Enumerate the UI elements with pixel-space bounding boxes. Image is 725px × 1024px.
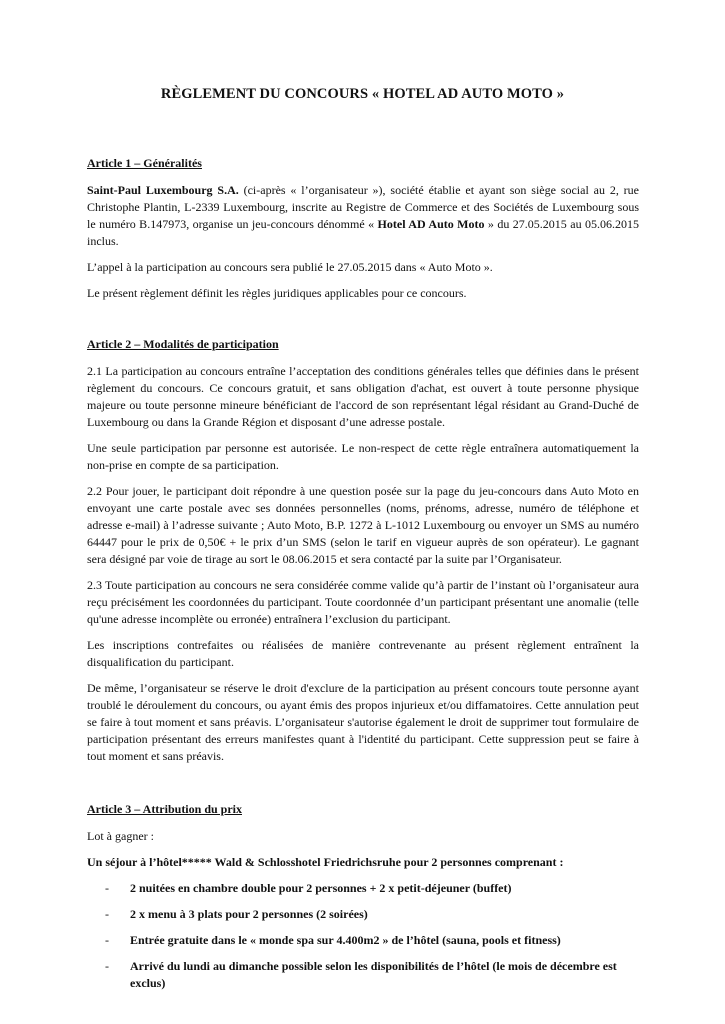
prize-intro: Un séjour à l’hôtel***** Wald & Schlosshotel Friedrichsruhe pour 2 personnes comprenant : xyxy=(87,855,564,869)
article-1-heading: Article 1 – Généralités xyxy=(87,156,202,170)
article-2-paragraph-1: 2.1 La participation au concours entraîne l’acceptation des conditions générales telles que définies dans le présent règlement du concours. Ce concours gratuit, et sans obligation d'achat, est ouvert à toute personne physique majeure ou toute personne mineure bénéficiant de l'accord de son représentant légal résidant au Grand-Duché de Luxembourg ou dans la Grande Région et disposant d’une adresse postale. xyxy=(87,364,639,429)
list-item: - 2 nuitées en chambre double pour 2 personnes + 2 x petit-déjeuner (buffet) xyxy=(105,881,512,895)
article-1-text-b: » du 27.05.2015 au 05.06.2015 inclus. xyxy=(87,217,639,248)
article-2-heading: Article 2 – Modalités de participation xyxy=(87,337,279,351)
article-2-paragraph-4: 2.3 Toute participation au concours ne sera considérée comme valide qu’à partir de l’instant où l’organisateur aura reçu précisément les coordonnées du participant. Toute coordonnée d’un participant présentant une anomalie (telle qu'une adresse incomplète ou erronée) entraînera l’exclusion du participant. xyxy=(87,578,639,626)
list-item: - Entrée gratuite dans le « monde spa sur 4.400m2 » de l’hôtel (sauna, pools et fitness) xyxy=(105,933,561,947)
contest-name: Hotel AD Auto Moto xyxy=(377,217,485,231)
bullet-dash: - xyxy=(105,907,109,921)
article-2 xyxy=(87,336,639,765)
article-1 xyxy=(87,155,639,302)
article-1-paragraph-3: Le présent règlement définit les règles juridiques applicables pour ce concours. xyxy=(87,286,467,300)
prize-list xyxy=(87,880,639,992)
bullet-dash: - xyxy=(105,933,109,947)
bullet-dash: - xyxy=(105,881,109,895)
bullet-dash: - xyxy=(105,959,109,973)
document-title: RÈGLEMENT DU CONCOURS « HOTEL AD AUTO MOTO » xyxy=(160,86,565,102)
article-2-paragraph-6: De même, l’organisateur se réserve le droit d'exclure de la participation au présent concours toute personne ayant troublé le déroulement du concours, ou ayant émis des propos injurieux et/ou diffamatoires. Cette annulation peut se faire à tout moment et sans préavis. L’organisateur s'autorise également le droit de supprimer tout formulaire de participation présentant des erreurs manifestes quant à l'identité du participant. Cette suppression peut se faire à tout moment et sans préavis. xyxy=(87,681,639,763)
article-3 xyxy=(87,801,639,992)
article-3-heading: Article 3 – Attribution du prix xyxy=(87,802,242,816)
article-2-paragraph-2: Une seule participation par personne est autorisée. Le non-respect de cette règle entraînera automatiquement la non-prise en compte de sa participation. xyxy=(87,441,639,472)
article-2-paragraph-5: Les inscriptions contrefaites ou réalisées de manière contrevenante au présent règlement entraînent la disqualification du participant. xyxy=(87,638,639,669)
article-1-paragraph-1 xyxy=(87,182,639,250)
article-2-paragraph-3: 2.2 Pour jouer, le participant doit répondre à une question posée sur la page du jeu-concours dans Auto Moto en envoyant une carte postale avec ses données personnelles (noms, prénoms, adresse, numéro de téléphone et adresse e-mail) à l’adresse suivante ; Auto Moto, B.P. 1272 à L-1012 Luxembourg ou envoyer un SMS au numéro 64447 pour le prix de 0,50€ + le prix d’un SMS (selon le tarif en vigueur auprès de son opérateur). Le gagnant sera désigné par voie de tirage au sort le 08.06.2015 et sera contacté par la suite par l’Organisateur. xyxy=(87,484,639,566)
organizer-name: Saint-Paul Luxembourg S.A. xyxy=(87,183,239,197)
article-1-paragraph-2: L’appel à la participation au concours sera publié le 27.05.2015 dans « Auto Moto ». xyxy=(87,260,493,274)
list-item: - 2 x menu à 3 plats pour 2 personnes (2 soirées) xyxy=(105,907,368,921)
prize-lot-label: Lot à gagner : xyxy=(87,829,154,843)
list-item: - Arrivé du lundi au dimanche possible selon les disponibilités de l’hôtel (le mois de décembre est exclus) xyxy=(105,959,617,990)
article-1-text-a: (ci-après « l’organisateur »), société établie et ayant son siège social au 2, rue Christophe Plantin, L-2339 Luxembourg, inscrite au Registre de Commerce et des Sociétés de Luxembourg sous le numéro B.147973, organise un jeu-concours dénommé « xyxy=(87,183,639,231)
document-body xyxy=(87,155,639,1001)
